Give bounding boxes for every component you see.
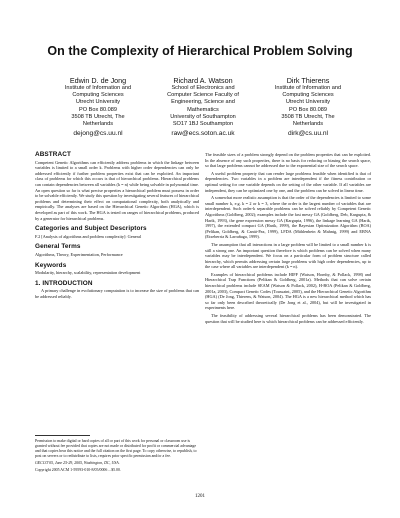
affiliation-line: Computing Sciences	[282, 92, 334, 99]
footnote-rule	[35, 435, 90, 436]
paragraph: A useful problem property that can render large problems feasible when identified is that of dependencies. Two variables in a problem are interdependent if the fitness contribution or optimal setting for one variable depends on the setting of the other variable. If all variables are independent, they can be optimized one by one, and the problem can be solved in linear time.	[205, 170, 371, 193]
author-2	[153, 76, 253, 137]
categories-text: F.2 [Analysis of algorithms and problem complexity]: General	[35, 233, 142, 239]
paragraph: A somewhat more realistic assumption is that the order of the dependencies is limited to some small number k, e.g. k = 2 or k = 3, where the order is the largest number of variables that are interdependent. Such order-k separable problems can be solved reliably by Competent Genetic Algorithms (Goldberg, 2002); examples include the fast messy GA (Goldberg, Deb, Kargupta, & Harik, 1993), the gene expression messy GA (Kargupta, 1996), the linkage learning GA (Harik, 1997), the extended compact GA (Harik, 1999), the Bayesian Optimization Algorithm (BOA) (Pelikan, Goldberg, & Cantú-Paz, 1999), LFDA (Mühlenbein & Mahnig, 1999) and EBNA (Etxeberria & Larrañaga, 1999).	[205, 195, 371, 240]
paper-title: On the Complexity of Hierarchical Problem Solving	[47, 44, 353, 58]
affiliation-line: Institute of Information and	[274, 85, 342, 91]
introduction-section	[35, 281, 199, 300]
author-1	[48, 76, 148, 137]
affiliation-line: Engineering, Science and	[171, 99, 235, 106]
affiliation-line: Utrecht University	[75, 99, 121, 106]
affiliation-line: Utrecht University	[285, 99, 331, 106]
categories-heading: Categories and Subject Descriptors	[35, 225, 147, 233]
author-name: Edwin D. de Jong	[69, 76, 127, 85]
affiliation-line: School of Electronics and	[171, 85, 235, 91]
copyright-line: Copyright 2005 ACM 1-59593-010-8/05/0006 ...$5.00.	[35, 467, 121, 472]
affiliation-line: PO Box 80.089	[289, 106, 327, 113]
paragraph: Examples of hierarchical problems include HIFF (Watson, Hornby, & Pollack, 1998) and Hierarchical Trap Functions (Pelikan & Goldberg, 2001a). Methods that can solve certain hierarchical problems include SEAM (Watson & Pollack, 2002), H-BOA (Pelikan & Goldberg, 2001a, 2003), Compact Genetic Codes (Toussaint, 2005), and the Hierarchical Genetic Algorithm (HGA) (De Jong, Thierens, & Watson, 2004). The HGA is a new hierarchical method which has so far only been described theoretically (De Jong et al., 2004), but will be investigated in experiments here.	[205, 271, 371, 311]
author-name: Dirk Thierens	[286, 76, 330, 85]
keywords-heading: Keywords	[35, 261, 67, 269]
author-email: dirk@cs.uu.nl	[287, 130, 329, 138]
affiliation-line: Computing Sciences	[72, 92, 124, 99]
affiliation-line: Mathematics	[187, 106, 219, 113]
right-column	[205, 152, 371, 326]
permission-notice: Permission to make digital or hard copies of all or part of this work for personal or classroom use is granted without fee provided that copies are not made or distributed for profit or commercial advantage and that copies bear this notice and the full citation on the first page. To copy otherwise, to republish, to post on servers or to redistribute to lists, requires prior specific permission and/or a fee.	[35, 439, 197, 458]
author-email: dejong@cs.uu.nl	[73, 130, 123, 138]
general-terms-section	[35, 244, 199, 257]
general-terms-text: Algorithms, Theory, Experimentation, Performance	[35, 251, 123, 257]
categories-section	[35, 226, 199, 239]
page-number: 1201	[195, 494, 205, 499]
affiliation-line: PO Box 80.089	[79, 106, 117, 113]
paragraph: The feasible sizes of a problem strongly depend on the problem properties that can be exploited. In the absence of any such properties, there is no basis for reducing or biasing the search space, so that large problems cannot be addressed due to the exponential size of the search space.	[205, 152, 371, 169]
author-block	[48, 76, 358, 137]
conference-line: GECCO'05, June 25-29, 2005, Washington, DC, USA.	[35, 460, 120, 465]
abstract-section	[35, 152, 199, 221]
affiliation-line: 3508 TB Utrecht, The	[281, 113, 335, 120]
keywords-text: Modularity, hierarchy, scalability, representation development	[35, 270, 141, 276]
left-column	[35, 152, 199, 304]
affiliation-line: University of Southampton	[170, 113, 236, 120]
abstract-heading: ABSTRACT	[35, 151, 71, 158]
keywords-section	[35, 263, 199, 276]
paragraph: The assumption that all interactions in a large problem will be limited to a small number k is still a strong one. An important question therefore is which problems can be solved when many variables may be interdependent. We focus on a particular form of problem structure called hierarchy, which permits addressing certain large problems with high order dependencies, up to the case where all variables are interdependent (k = n).	[205, 241, 371, 270]
affiliation-line: Netherlands	[292, 121, 324, 128]
author-name: Richard A. Watson	[173, 76, 233, 85]
affiliation-line: Institute of Information and	[64, 85, 132, 91]
general-terms-heading: General Terms	[35, 243, 81, 251]
affiliation-line: 3508 TB Utrecht, The	[71, 113, 125, 120]
introduction-heading: 1. INTRODUCTION	[35, 279, 93, 287]
affiliation-line: SO17 1BJ Southampton	[172, 121, 234, 128]
author-email: raw@ecs.soton.ac.uk	[171, 130, 235, 138]
paragraph: The feasibility of addressing several hierarchical problems has been demonstrated. The question that will be studied here is which hierarchical problems can be addressed efficiently.	[205, 313, 371, 324]
affiliation-line: Computer Science Faculty of	[167, 92, 239, 99]
author-3	[258, 76, 358, 137]
introduction-text: A primary challenge in evolutionary computation is to increase the size of problems that can be addressed reliably.	[35, 288, 199, 299]
footnote	[35, 430, 199, 474]
abstract-text: Competent Genetic Algorithms can efficiently address problems in which the linkage between variables is limited to a small order k. Problems with higher order dependencies can only be addressed efficiently if further problem properties exist that can be exploited. An important class of problems for which this occurs is that of hierarchical problems. Hierarchical problems can contain dependencies between all variables (k = n) while being solvable in polynomial time. An open question so far is what precise properties a hierarchical problem must possess in order to be solvable efficiently. We study this question by investigating several features of hierarchical problems and determining their effect on computational complexity, both analytically and empirically. The analyses are based on the Hierarchical Genetic Algorithm (HGA), which is developed as part of this work. The HGA is tested on ranges of hierarchical problems, produced by a generator for hierarchical problems.	[35, 159, 199, 221]
affiliation-line: Netherlands	[82, 121, 114, 128]
